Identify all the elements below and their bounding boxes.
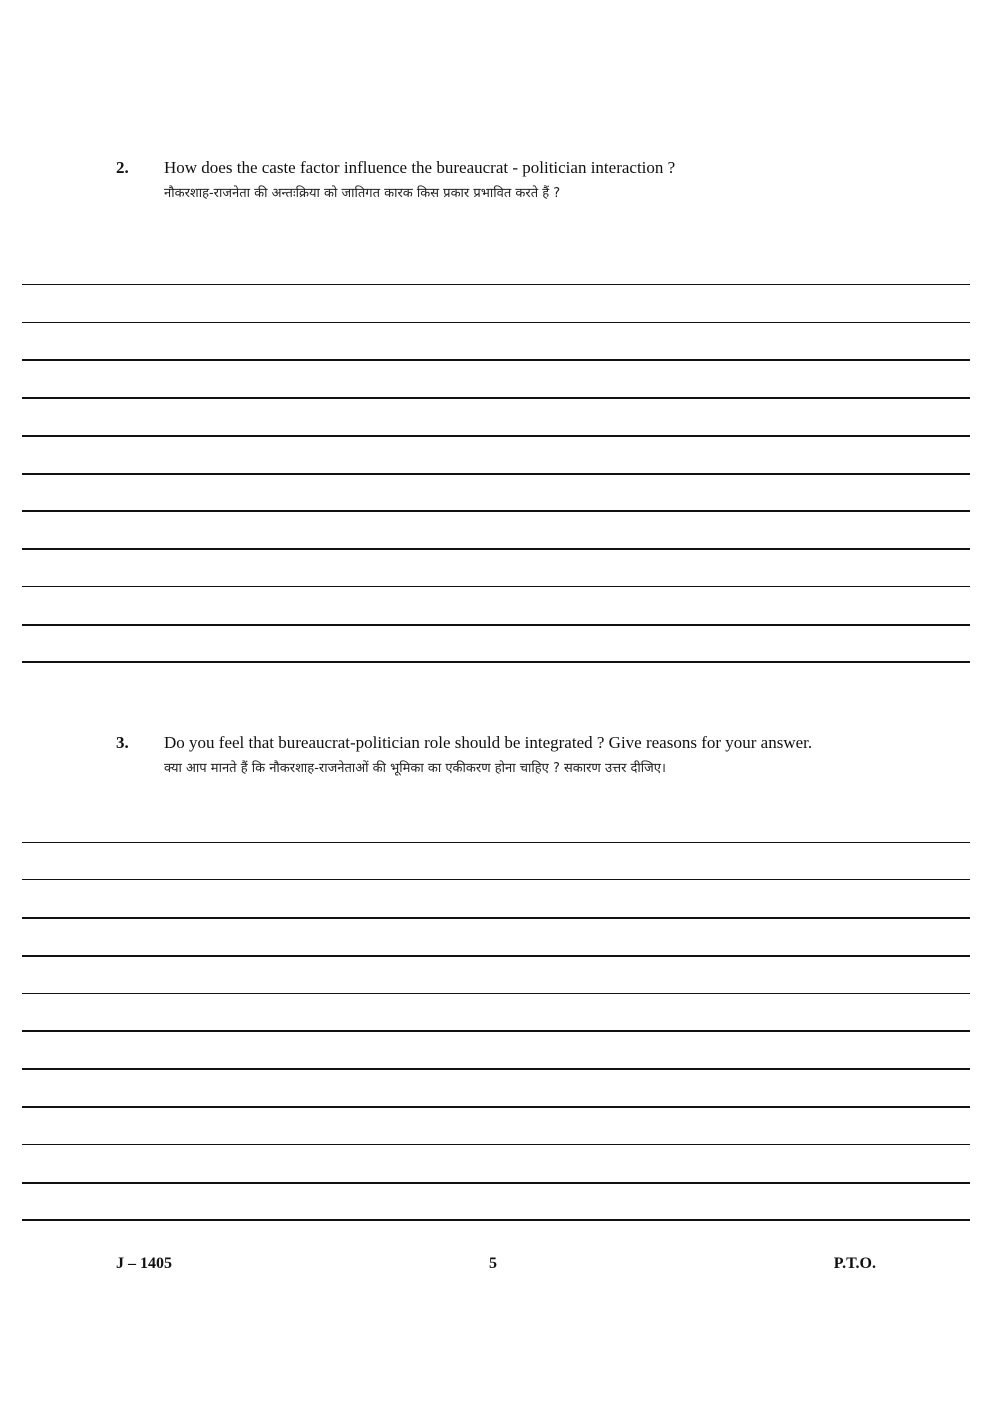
answer-line — [22, 435, 970, 437]
answer-line — [22, 510, 970, 512]
answer-line — [22, 322, 970, 323]
answer-area-question-2[interactable] — [22, 284, 970, 664]
answer-line — [22, 661, 970, 663]
question-number: 2. — [116, 158, 129, 177]
answer-line — [22, 1182, 970, 1184]
answer-line — [22, 993, 970, 994]
page-number: 5 — [489, 1255, 497, 1272]
answer-line — [22, 397, 970, 399]
answer-line — [22, 1030, 970, 1032]
question-number: 3. — [116, 733, 129, 752]
answer-line — [22, 1068, 970, 1070]
question-text: How does the caste factor influence the bureaucrat - politician interaction ? — [164, 158, 676, 177]
answer-line — [22, 955, 970, 957]
question-text: Do you feel that bureaucrat-politician role should be integrated ? Give reasons for your answer. — [164, 733, 813, 752]
answer-line — [22, 1219, 970, 1221]
answer-line — [22, 359, 970, 361]
answer-line — [22, 879, 970, 880]
answer-line — [22, 917, 970, 919]
answer-line — [22, 284, 970, 285]
answer-line — [22, 624, 970, 626]
answer-line — [22, 1144, 970, 1145]
question-text-hindi: नौकरशाह-राजनेता की अन्तःक्रिया को जातिगत कारक किस प्रकार प्रभावित करते हैं ? — [164, 186, 561, 201]
question-2 — [116, 157, 916, 204]
question-text-hindi: क्या आप मानते हैं कि नौकरशाह-राजनेताओं की भूमिका का एकीकरण होना चाहिए ? सकारण उत्तर दीजिए। — [164, 761, 666, 776]
paper-code: J – 1405 — [116, 1255, 172, 1272]
answer-line — [22, 1106, 970, 1108]
please-turn-over: P.T.O. — [833, 1255, 876, 1272]
page-footer — [116, 1255, 876, 1275]
answer-line — [22, 586, 970, 587]
question-3 — [116, 732, 916, 779]
answer-line — [22, 473, 970, 475]
answer-line — [22, 548, 970, 550]
answer-area-question-3[interactable] — [22, 842, 970, 1222]
answer-line — [22, 842, 970, 843]
